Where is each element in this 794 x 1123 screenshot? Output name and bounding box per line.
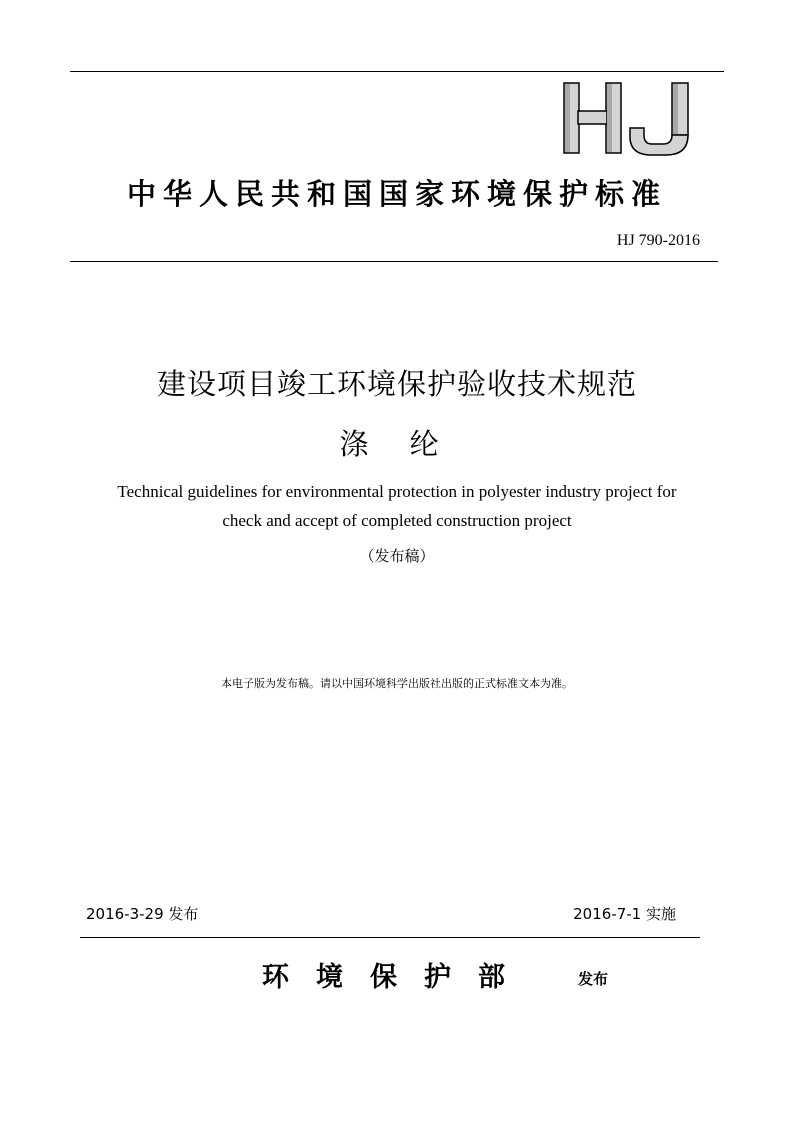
issuer-title: 中华人民共和国国家环境保护标准 xyxy=(126,177,667,211)
implementation-date: 2016-7-1 实施 xyxy=(573,905,676,923)
issuing-ministry: 环境保护部 xyxy=(262,962,532,993)
footer-rule xyxy=(80,937,700,938)
top-rule xyxy=(70,71,724,72)
edition-notice: 本电子版为发布稿。请以中国环境科学出版社出版的正式标准文本为准。 xyxy=(221,677,573,690)
publish-label: 发布 xyxy=(578,970,609,988)
document-title-chinese: 建设项目竣工环境保护验收技术规范 xyxy=(156,367,637,401)
document-title-english-line2: check and accept of completed construction project xyxy=(222,511,572,530)
standard-number: HJ 790-2016 xyxy=(616,232,700,249)
hj-logo xyxy=(560,80,710,158)
header-rule xyxy=(70,261,718,262)
issue-date: 2016-3-29 发布 xyxy=(86,905,199,923)
draft-label: （发布稿） xyxy=(359,547,435,565)
document-subtitle-chinese: 涤 纶 xyxy=(339,427,455,461)
document-title-english-line1: Technical guidelines for environmental protection in polyester industry project for xyxy=(117,482,677,501)
